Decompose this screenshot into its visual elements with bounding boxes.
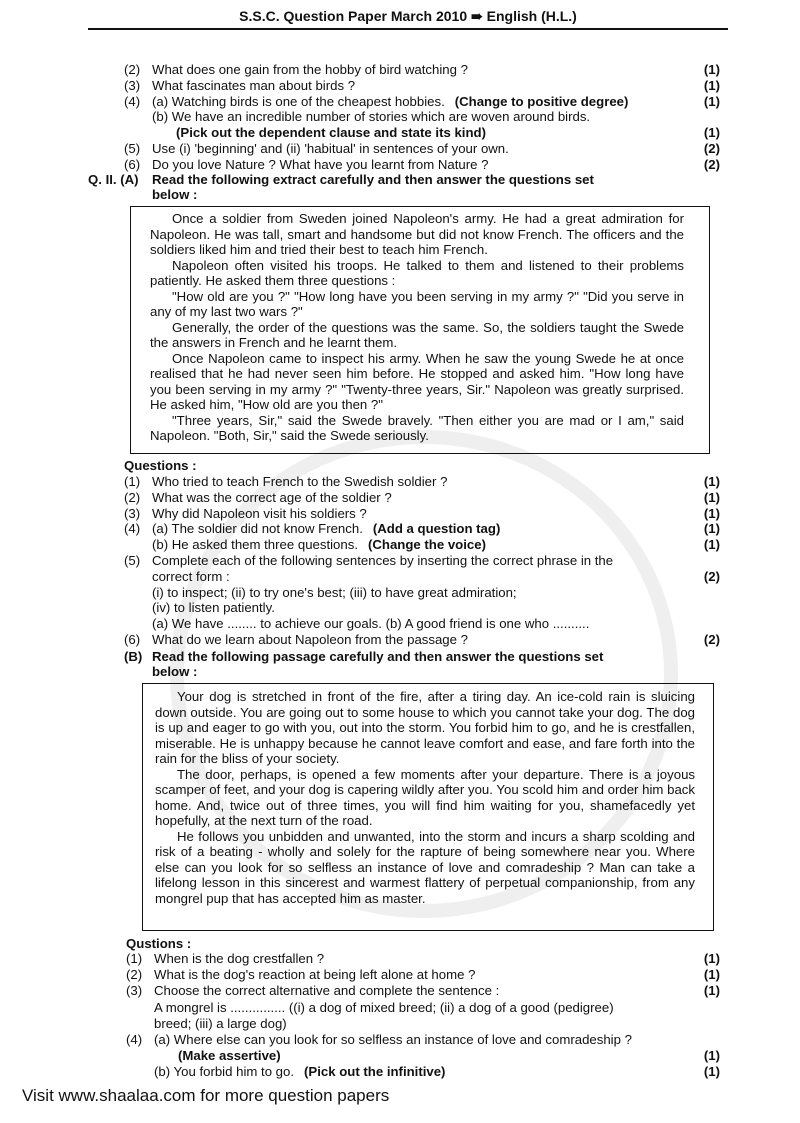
passage-paragraph: "How old are you ?" "How long have you been serving in my army ?" "Did you serve in any of my last two wars ?" [150,288,684,319]
marks: (1) [703,967,720,983]
passage-paragraph: Generally, the order of the questions was the same. So, the soldiers taught the Swede the answers in French and he learnt them. [150,319,684,350]
question-text-plain: (b) We have an incredible number of stories which are woven around birds. [152,109,591,125]
question-number: (2) [124,489,141,505]
question-number: (3) [126,983,143,999]
passage-b [155,689,695,906]
passage-paragraph: "Three years, Sir," said the Swede bravely. "Then either you are mad or I am," said Napoleon. "Both, Sir," said the Swede seriously. [150,412,684,443]
marks: (1) [703,951,720,966]
question-text [152,616,589,631]
section-a-instruction-1: Read the following extract carefully and then answer the questions set [152,172,594,187]
question-text-plain: (i) to inspect; (ii) to try one's best; (iii) to have great admiration; [152,584,517,600]
question-text [152,632,468,647]
marks: (2) [703,568,720,584]
marks: (1) [703,537,720,553]
page-header: S.S.C. Question Paper March 2010 ➠ English (H.L.) [88,8,728,30]
question-text [152,157,488,172]
question-text-plain: What is the dog's reaction at being left alone at home ? [154,967,476,983]
question-text-plain: What was the correct age of the soldier ? [152,489,392,505]
question-text [152,141,509,156]
question-text-plain: When is the dog crestfallen ? [154,951,325,966]
question-text-plain: (a) Watching birds is one of the cheapest hobbies. [152,93,445,109]
question-text-plain: (a) The soldier did not know French. [152,521,363,537]
question-text-plain: (b) He asked them three questions. [152,537,358,553]
question-text [178,1048,281,1063]
marks: (1) [703,93,720,109]
question-instruction: (Change to positive degree) [454,93,629,109]
question-text-plain: breed; (iii) a large dog) [154,1015,287,1031]
question-number: (5) [124,553,141,568]
question-text-plain: Complete each of the following sentences by inserting the correct phrase in the [152,553,614,568]
question-number: (2) [124,62,141,77]
question-instruction: (Pick out the infinitive) [304,1064,446,1080]
passage-paragraph: Once Napoleon came to inspect his army. When he saw the young Swede he at once realised that he had never seen him before. He stopped and asked him. "How long have you been serving in my army ?" "Twenty-three years, Sir." Napoleon was greatly surprised. He asked him, "How old are you then ?" [150,350,684,412]
question-text-plain: Use (i) 'beginning' and (ii) 'habitual' in sentences of your own. [152,141,509,156]
question-text-plain: What do we learn about Napoleon from the passage ? [152,632,468,647]
footer-text: Visit www.shaalaa.com for more question papers [22,1086,390,1105]
marks: (1) [703,474,720,489]
marks: (1) [703,983,720,999]
question-text-plain: A mongrel is ............... ((i) a dog of mixed breed; (ii) a dog of a good (pedigree) [154,999,614,1015]
question-number: (4) [124,93,141,109]
passage-paragraph: Once a soldier from Sweden joined Napoleon's army. He had a great admiration for Napoleon. He was tall, smart and handsome but did not know French. The officers and the soldiers liked him and tried their best to teach him French. [150,211,684,257]
section-a-instruction-2: below : [152,187,198,202]
question-text-plain: Who tried to teach French to the Swedish soldier ? [152,474,448,489]
marks: (2) [703,141,720,156]
question-text [152,490,392,505]
question-text [154,983,499,998]
question-text-plain: Why did Napoleon visit his soldiers ? [152,505,367,521]
question-text-plain: (a) We have ........ to achieve our goals. (b) A good friend is one who .......... [152,616,590,632]
question-text [152,569,230,584]
questions-b-heading: Qustions : [126,936,192,951]
passage-a [150,211,684,444]
passage-paragraph: He follows you unbidden and unwanted, into the storm and incurs a sharp scolding and risk of a beating - wholly and solely for the rapture of being somewhere near you. Where else can you look for so selfless an instance of love and comradeship ? Man can take a lifelong lesson in this sincerest and warmest flattery of perpetual companionship, from any mongrel pup that has accepted him as master. [155,828,695,906]
question-text [152,521,500,536]
question-text-plain: What does one gain from the hobby of bird watching ? [152,62,468,77]
question-number: (6) [124,156,141,172]
question-instruction: (Add a question tag) [372,521,501,537]
question-text-plain: correct form : [152,568,230,584]
marks: (1) [703,62,720,77]
question-text [154,967,475,982]
question-text [176,125,486,140]
question-number: (6) [124,632,141,647]
question-number: (4) [124,521,141,537]
question-text [152,474,447,489]
question-number: (3) [124,77,141,93]
question-number: (1) [126,951,143,966]
question-text-plain: Choose the correct alternative and complete the sentence : [154,983,500,999]
question-text [154,951,324,966]
passage-paragraph: The door, perhaps, is opened a few moments after your departure. There is a joyous scamper of feet, and your dog is capering wildly after you. You scold him and order him back home. And, twice out of three times, you will find him waiting for you, shamefacedly yet hopefully, at the next turn of the road. [155,766,695,828]
question-number: (4) [126,1032,143,1047]
question-text [152,94,628,109]
question-text-plain: (iv) to listen patiently. [152,600,275,616]
question-text-plain: Do you love Nature ? What have you learnt from Nature ? [152,156,489,172]
question-text [152,600,275,615]
question-text-plain: (a) Where else can you look for so selfless an instance of love and comradeship ? [154,1032,632,1047]
passage-paragraph: Napoleon often visited his troops. He talked to them and listened to their problems patiently. He asked them three questions : [150,257,684,288]
question-text [152,62,468,77]
question-instruction: (Make assertive) [178,1048,281,1064]
section-b-instruction-2: below : [152,664,198,679]
marks: (1) [703,1064,720,1080]
questions-a-heading: Questions : [124,458,197,473]
section-b-label: (B) [124,649,143,664]
marks: (1) [703,489,720,505]
question-text [152,553,613,568]
question-text [152,109,590,124]
question-number: (2) [126,967,143,983]
passage-paragraph: Your dog is stretched in front of the fire, after a tiring day. An ice-cold rain is sluicing down outside. You are going out to some house to which you cannot take your dog. The dog is up and eager to go with you, out into the storm. You forbid him to go, and he is crestfallen, miserable. He is unhappy because he cannot leave comfort and ease, and fare forth into the rain for the bliss of your society. [155,689,695,766]
question-text [152,537,486,552]
question-number: (1) [124,474,141,489]
question-text [154,1000,614,1015]
section-a-label: Q. II. (A) [88,172,139,187]
question-number: (5) [124,141,141,156]
question-text [154,1032,632,1047]
question-text-plain: (b) You forbid him to go. [154,1064,295,1080]
question-instruction: (Change the voice) [367,537,486,553]
question-text [152,585,517,600]
question-text [152,78,355,93]
section-b-instruction-1: Read the following passage carefully and then answer the questions set [152,649,604,664]
question-number: (3) [124,505,141,521]
question-text [154,1064,445,1079]
marks: (1) [703,1048,720,1064]
marks: (1) [703,521,720,537]
question-text [152,506,367,521]
marks: (1) [703,125,720,141]
marks: (2) [703,632,720,647]
question-text [154,1016,287,1031]
question-instruction: (Pick out the dependent clause and state its kind) [176,125,486,141]
marks: (2) [703,156,720,172]
marks: (1) [703,505,720,521]
marks: (1) [703,77,720,93]
question-text-plain: What fascinates man about birds ? [152,77,356,93]
